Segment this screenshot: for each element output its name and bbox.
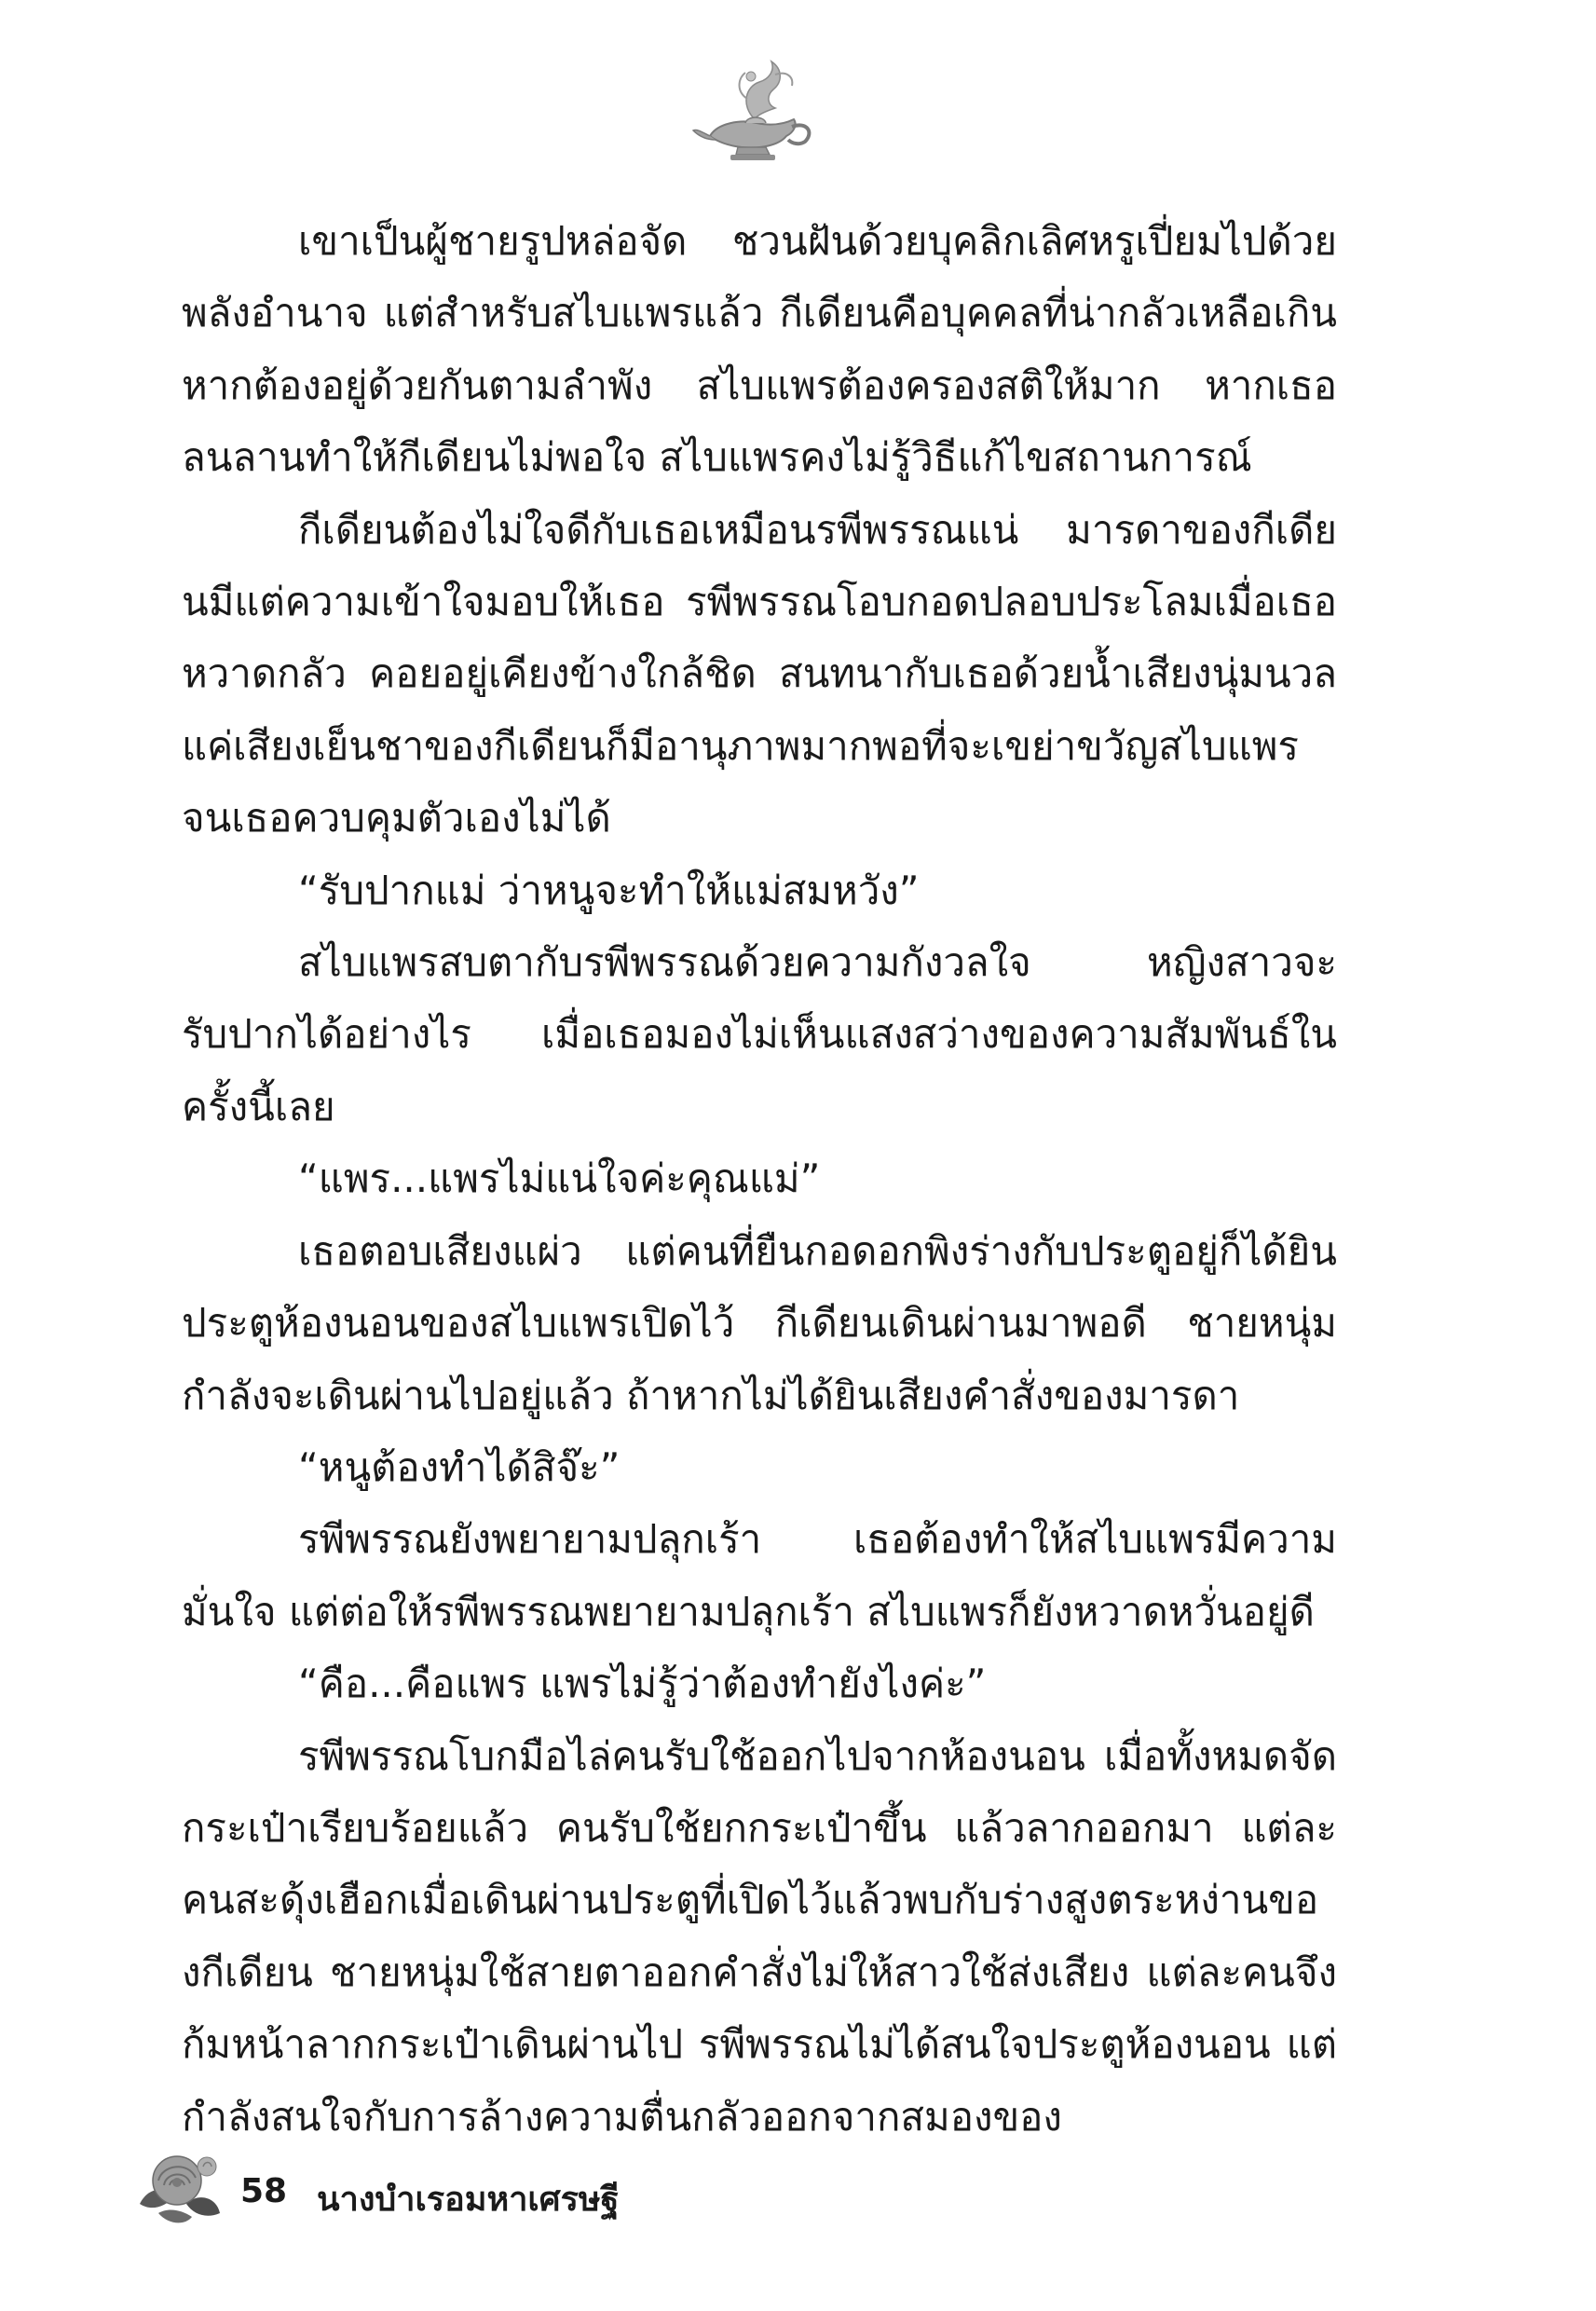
paragraph-4: เธอตอบเสียงแผ่ว แต่คนที่ยืนกอดอกพิงร่างกับประตูอยู่ก็ได้ยิน ประตูห้องนอนของสไบแพรเปิดไว้ กีเดียนเดินผ่านมาพอดี ชายหนุ่มกำลังจะเดินผ่านไปอยู่แล้ว ถ้าหากไม่ได้ยินเสียงคำสั่งของมารดา — [182, 1227, 1337, 1418]
paragraph-5: รพีพรรณยังพยายามปลุกเร้า เธอต้องทำให้สไบแพรมีความมั่นใจ แต่ต่อให้รพีพรรณพยายามปลุกเร้า สไบแพรก็ยังหวาดหวั่นอยู่ดี — [182, 1516, 1337, 1634]
dialogue-2: “แพร...แพรไม่แน่ใจค่ะคุณแม่” — [298, 1156, 821, 1202]
book-title: นางบำเรอมหาเศรษฐี — [317, 2181, 620, 2219]
dialogue-3: “หนูต้องทำได้สิจ๊ะ” — [298, 1443, 621, 1490]
paragraph-2: กีเดียนต้องไม่ใจดีกับเธอเหมือนรพีพรรณแน่ มารดาของกีเดียนมีแต่ความเข้าใจมอบให้เธอ รพีพรรณโอบกอดปลอบประโลมเมื่อเธอหวาดกลัว คอยอยู่เคียงข้างใกล้ชิด สนทนากับเธอด้วยน้ำเสียงนุ่มนวล แค่เสียงเย็นชาของกีเดียนก็มีอานุภาพมากพอที่จะเขย่าขวัญสไบแพรจนเธอควบคุมตัวเองไม่ได้ — [182, 506, 1337, 841]
genie-lamp-icon — [689, 54, 820, 166]
dialogue-1: “รับปากแม่ ว่าหนูจะทำให้แม่สมหวัง” — [298, 867, 920, 913]
paragraph-1: เขาเป็นผู้ชายรูปหล่อจัด ชวนฝันด้วยบุคลิกเลิศหรูเปี่ยมไปด้วยพลังอำนาจ แต่สำหรับสไบแพรแล้ว กีเดียนคือบุคคลที่น่ากลัวเหลือเกิน หากต้องอยู่ด้วยกันตามลำพัง สไบแพรต้องครองสติให้มาก หากเธอลนลานทำให้กีเดียนไม่พอใจ สไบแพรคงไม่รู้วิธีแก้ไขสถานการณ์ — [182, 218, 1337, 481]
dialogue-4: “คือ...คือแพร แพรไม่รู้ว่าต้องทำยังไงค่ะ” — [298, 1661, 987, 1707]
paragraph-3: สไบแพรสบตากับรพีพรรณด้วยความกังวลใจ หญิงสาวจะรับปากได้อย่างไร เมื่อเธอมองไม่เห็นแสงสว่างของความสัมพันธ์ในครั้งนี้เลย — [182, 939, 1337, 1129]
rose-icon — [130, 2139, 224, 2232]
page-number: 58 — [240, 2172, 288, 2210]
page-footer — [130, 2139, 876, 2241]
paragraph-6: รพีพรรณโบกมือไล่คนรับใช้ออกไปจากห้องนอน เมื่อทั้งหมดจัดกระเป๋าเรียบร้อยแล้ว คนรับใช้ยกกระเป๋าขึ้น แล้วลากออกมา แต่ละคนสะดุ้งเฮือกเมื่อเดินผ่านประตูที่เปิดไว้แล้วพบกับร่างสูงตระหง่านของกีเดียน ชายหนุ่มใช้สายตาออกคำสั่งไม่ให้สาวใช้ส่งเสียง แต่ละคนจึงก้มหน้าลากกระเป๋าเดินผ่านไป รพีพรรณไม่ได้สนใจประตูห้องนอน แต่กำลังสนใจกับการล้างความตื่นกลัวออกจากสมองของ — [182, 1732, 1337, 2140]
body-text — [182, 205, 1337, 2153]
